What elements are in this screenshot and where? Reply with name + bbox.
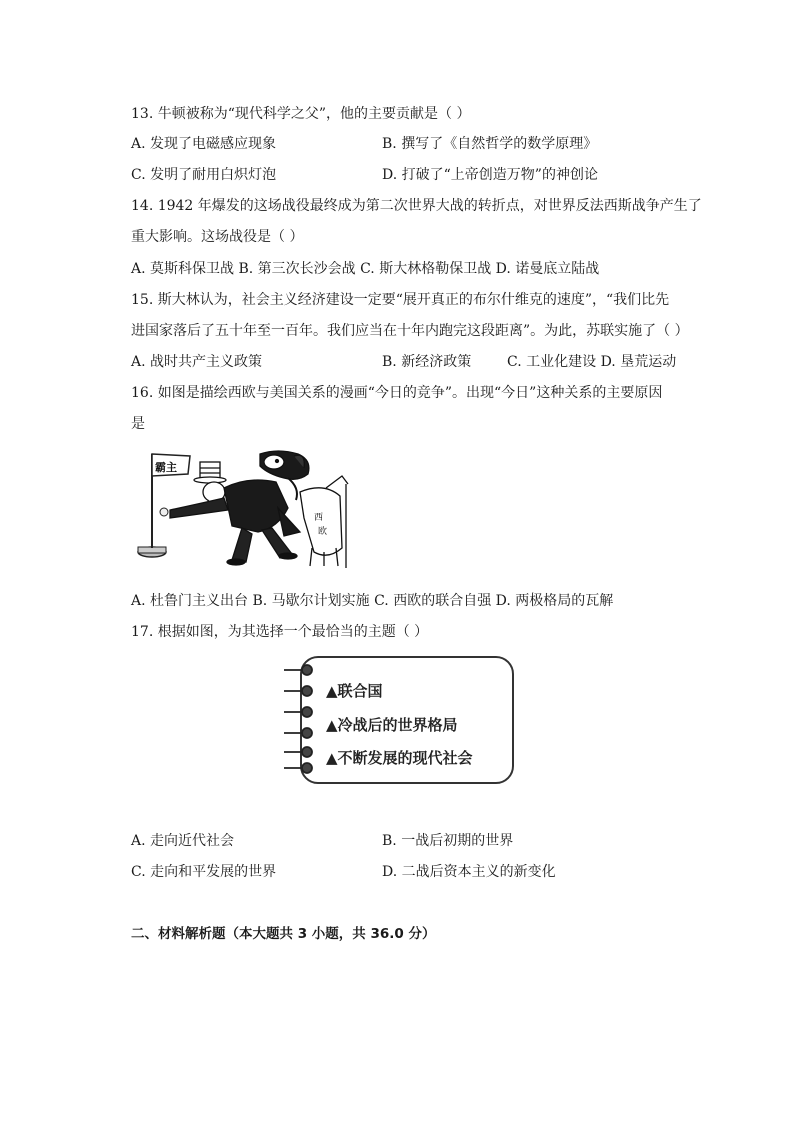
q13-option-a: A. 发现了电磁感应现象 (131, 136, 277, 152)
q16-stem-line1: 16. 如图是描绘西欧与美国关系的漫画“今日的竞争”。出现“今日”这种关系的主要原因 (131, 385, 663, 401)
flag-label: 霸主 (155, 461, 177, 474)
q17-option-c: C. 走向和平发展的世界 (131, 864, 277, 880)
section2-title: 二、材料解析题（本大题共 3 小题，共 36.0 分） (131, 926, 436, 942)
q17-option-d: D. 二战后资本主义的新变化 (382, 864, 556, 880)
q13-stem: 13. 牛顿被称为“现代科学之父”，他的主要贡献是（ ） (131, 106, 471, 122)
q17-stem: 17. 根据如图，为其选择一个最恰当的主题（ ） (131, 624, 429, 640)
q16-cartoon (128, 448, 350, 574)
q15-option-a: A. 战时共产主义政策 (131, 354, 263, 370)
q15-option-b: B. 新经济政策 (382, 354, 472, 370)
q15-option-cd: C. 工业化建设 D. 垦荒运动 (507, 354, 677, 370)
dog-label-1: 西 (314, 513, 324, 523)
notebook-item-1: ▲联合国 (326, 682, 383, 700)
q14-options: A. 莫斯科保卫战 B. 第三次长沙会战 C. 斯大林格勒保卫战 D. 诺曼底立陆战 (131, 261, 600, 277)
q17-option-a: A. 走向近代社会 (131, 833, 235, 849)
notebook-item-3: ▲不断发展的现代社会 (326, 749, 473, 767)
q16-stem-line2: 是 (131, 416, 145, 432)
q13-option-b: B. 撰写了《自然哲学的数学原理》 (382, 136, 598, 152)
q14-stem-line1: 14. 1942 年爆发的这场战役最终成为第二次世界大战的转折点，对世界反法西斯战争产生了 (131, 198, 702, 214)
notebook-rings (282, 662, 318, 780)
q15-stem-line2: 进国家落后了五十年至一百年。我们应当在十年内跑完这段距离”。为此，苏联实施了（ ） (131, 323, 689, 339)
q13-option-c: C. 发明了耐用白炽灯泡 (131, 167, 277, 183)
q14-stem-line2: 重大影响。这场战役是（ ） (131, 229, 304, 245)
notebook-item-2: ▲冷战后的世界格局 (326, 716, 458, 734)
dog-label-2: 欧 (318, 527, 328, 537)
q13-option-d: D. 打破了“上帝创造万物”的神创论 (382, 167, 598, 183)
q15-stem-line1: 15. 斯大林认为，社会主义经济建设一定要“展开真正的布尔什维克的速度”，“我们比先 (131, 292, 670, 308)
q17-option-b: B. 一战后初期的世界 (382, 833, 514, 849)
q16-options: A. 杜鲁门主义出台 B. 马歇尔计划实施 C. 西欧的联合自强 D. 两极格局的瓦解 (131, 593, 614, 609)
